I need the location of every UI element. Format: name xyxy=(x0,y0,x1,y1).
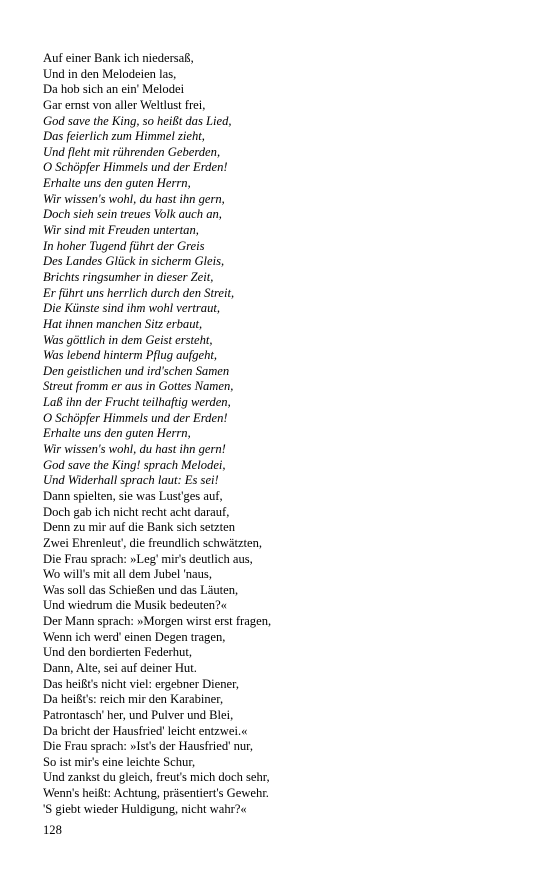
poem-line: Streut fromm er aus in Gottes Namen, xyxy=(43,379,234,394)
poem-line: Erhalte uns den guten Herrn, xyxy=(43,426,191,441)
poem-line: O Schöpfer Himmels und der Erden! xyxy=(43,410,228,425)
poem-line: Doch sieh sein treues Volk auch an, xyxy=(43,207,222,222)
poem-line: Gar ernst von aller Weltlust frei, xyxy=(43,97,206,112)
poem-line: Wir sind mit Freuden untertan, xyxy=(43,223,199,238)
poem-line: Auf einer Bank ich niedersaß, xyxy=(43,51,194,65)
poem-text xyxy=(43,51,523,817)
poem-line: In hoher Tugend führt der Greis xyxy=(43,238,205,253)
poem-line: Wir wissen's wohl, du hast ihn gern, xyxy=(43,191,225,206)
poem-line: Patrontasch' her, und Pulver und Blei, xyxy=(43,707,234,722)
poem-line: O Schöpfer Himmels und der Erden! xyxy=(43,160,228,175)
poem-line: God save the King, so heißt das Lied, xyxy=(43,113,232,128)
poem-line: Doch gab ich nicht recht acht darauf, xyxy=(43,504,230,519)
poem-line: Wo will's mit all dem Jubel 'naus, xyxy=(43,567,212,582)
poem-line: Und zankst du gleich, freut's mich doch sehr, xyxy=(43,770,270,785)
poem-line: Das feierlich zum Himmel zieht, xyxy=(43,129,205,144)
poem-line: 'S giebt wieder Huldigung, nicht wahr?« xyxy=(43,801,247,816)
poem-line: Laß ihn der Frucht teilhaftig werden, xyxy=(43,395,231,410)
poem-line: Was göttlich in dem Geist ersteht, xyxy=(43,332,213,347)
poem-line: Das heißt's nicht viel: ergebner Diener, xyxy=(43,676,239,691)
poem-line: Zwei Ehrenleut', die freundlich schwätzten, xyxy=(43,535,263,550)
poem-line: So ist mir's eine leichte Schur, xyxy=(43,754,196,769)
poem-line: Hat ihnen manchen Sitz erbaut, xyxy=(43,316,203,331)
poem-line: Wir wissen's wohl, du hast ihn gern! xyxy=(43,442,226,457)
poem-line: Und fleht mit rührenden Geberden, xyxy=(43,144,221,159)
poem-line: Des Landes Glück in sicherm Gleis, xyxy=(43,254,225,269)
poem-line: Und in den Melodeien las, xyxy=(43,66,177,81)
poem-line: Denn zu mir auf die Bank sich setzten xyxy=(43,520,235,535)
poem-line: Die Künste sind ihm wohl vertraut, xyxy=(43,301,221,316)
poem-line: Dann, Alte, sei auf deiner Hut. xyxy=(43,660,197,675)
poem-line: Er führt uns herrlich durch den Streit, xyxy=(43,285,235,300)
poem-line: Dann spielten, sie was Lust'ges auf, xyxy=(43,488,223,503)
poem-line: Den geistlichen und ird'schen Samen xyxy=(43,363,230,378)
poem-line: Und den bordierten Federhut, xyxy=(43,645,192,660)
poem-line: Und wiedrum die Musik bedeuten?« xyxy=(43,598,227,613)
poem-line: God save the King! sprach Melodei, xyxy=(43,457,226,472)
poem-line: Die Frau sprach: »Leg' mir's deutlich aus, xyxy=(43,551,253,566)
poem-line: Was soll das Schießen und das Läuten, xyxy=(43,582,239,597)
poem-line: Und Widerhall sprach laut: Es sei! xyxy=(43,473,219,488)
poem-line: Wenn ich werd' einen Degen tragen, xyxy=(43,629,226,644)
poem-line: Der Mann sprach: »Morgen wirst erst fragen, xyxy=(43,614,272,629)
poem-line: Erhalte uns den guten Herrn, xyxy=(43,176,191,191)
poem-line: Was lebend hinterm Pflug aufgeht, xyxy=(43,348,218,363)
poem-line: Da heißt's: reich mir den Karabiner, xyxy=(43,692,224,707)
poem-line: Da hob sich an ein' Melodei xyxy=(43,82,185,97)
poem-line: Da bricht der Hausfried' leicht entzwei.« xyxy=(43,723,248,738)
poem-line: Wenn's heißt: Achtung, präsentiert's Gewehr. xyxy=(43,786,269,801)
poem-line: Brichts ringsumher in dieser Zeit, xyxy=(43,269,214,284)
poem-line: Die Frau sprach: »Ist's der Hausfried' nur, xyxy=(43,739,254,754)
page-number: 128 xyxy=(43,823,62,837)
